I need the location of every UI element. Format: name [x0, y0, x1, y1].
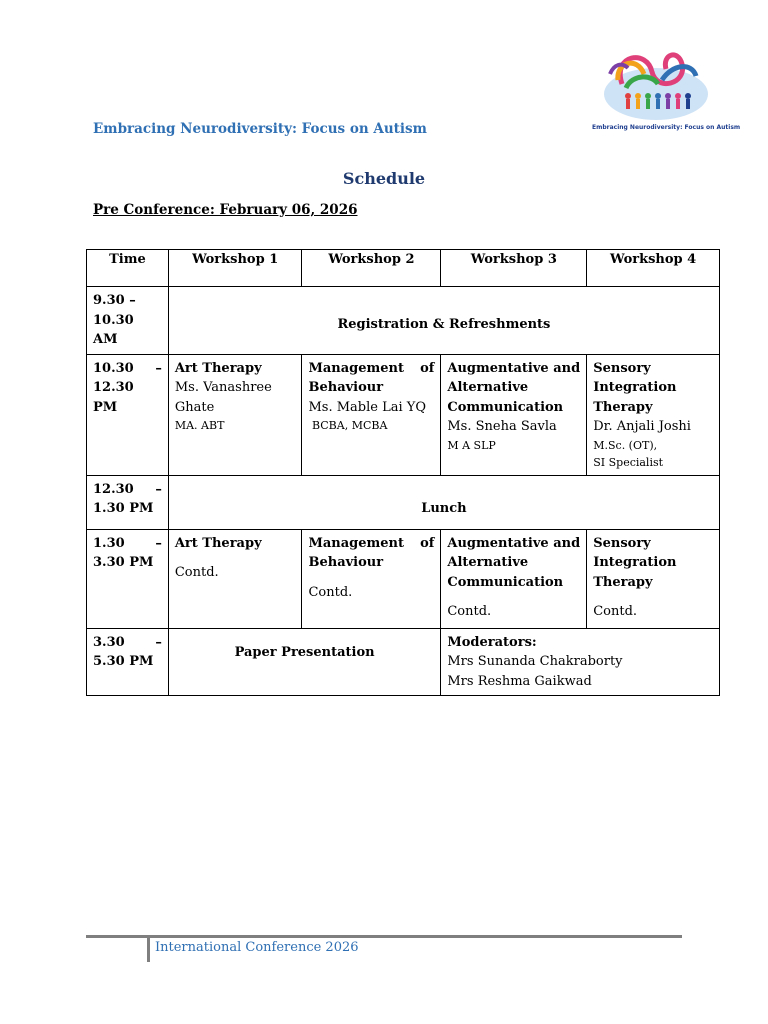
registration-cell: Registration & Refreshments: [168, 287, 719, 355]
table-row: [87, 475, 720, 529]
workshop-title: Therapy: [593, 399, 653, 415]
time-dash: –: [155, 360, 162, 376]
contd-text: Contd.: [308, 584, 353, 600]
workshop-title: Alternative: [447, 555, 529, 570]
workshop-title-of: of: [420, 535, 435, 551]
table-row: [87, 628, 720, 696]
moderator-name: Mrs Sunanda Chakraborty: [447, 654, 623, 669]
workshop-title: Management: [308, 535, 405, 551]
workshop-title-of: of: [420, 360, 435, 376]
workshop-title: Management: [308, 360, 405, 376]
footer-divider: [147, 938, 150, 962]
time-line: 3.30: [93, 634, 125, 650]
table-row: [87, 354, 720, 475]
workshop-title: Behaviour: [308, 555, 384, 570]
contd-text: Contd.: [447, 604, 492, 619]
workshop-title: Augmentative and: [447, 535, 581, 551]
conference-logo: [592, 44, 741, 136]
header-workshop-3: Workshop 3: [441, 250, 587, 287]
workshop-title: Sensory: [593, 360, 651, 376]
time-line: 1.30: [93, 535, 125, 551]
speaker-name: Dr. Anjali Joshi: [593, 419, 691, 434]
workshop-2-cell: [302, 529, 441, 628]
lunch-cell: Lunch: [168, 475, 719, 529]
workshop-4-cell: [587, 529, 720, 628]
logo-graphic: [592, 44, 720, 126]
time-line: 1.30 PM: [93, 501, 154, 516]
workshop-1-cell: [168, 354, 302, 475]
speaker-qualification: BCBA, MCBA: [308, 419, 388, 432]
header-workshop-1: Workshop 1: [168, 250, 302, 287]
workshop-2-cell: [302, 354, 441, 475]
workshop-title: Communication: [447, 399, 564, 415]
time-dash: –: [155, 634, 162, 650]
footer-rule: [86, 935, 682, 938]
workshop-3-cell: [441, 529, 587, 628]
header-title: Embracing Neurodiversity: Focus on Autism: [93, 121, 427, 137]
time-line: 10.30 AM: [93, 312, 134, 347]
moderators-cell: [441, 628, 720, 696]
workshop-title: Sensory: [593, 535, 651, 551]
header-time: Time: [87, 250, 169, 287]
table-header-row: [87, 250, 720, 287]
speaker-name: Ms. Vanashree Ghate: [174, 380, 272, 415]
workshop-title: Integration: [593, 380, 677, 395]
table-row: [87, 529, 720, 628]
time-line: 10.30: [93, 360, 134, 376]
workshop-4-cell: [587, 354, 720, 475]
workshop-title: Behaviour: [308, 380, 384, 395]
time-cell: [87, 475, 169, 529]
schedule-table: [86, 249, 720, 696]
speaker-name: Ms. Sneha Savla: [447, 419, 557, 434]
speaker-qualification: SI Specialist: [593, 455, 664, 469]
table-row: [87, 287, 720, 355]
speaker-name: Ms. Mable Lai YQ: [308, 399, 427, 415]
time-dash: –: [155, 481, 162, 497]
time-cell: [87, 354, 169, 475]
speaker-qualification: M.Sc. (OT),: [593, 438, 658, 452]
workshop-title: Communication: [447, 574, 564, 590]
time-line: 3.30 PM: [93, 555, 154, 570]
speaker-qualification: M A SLP: [447, 438, 496, 452]
time-line: 12.30 PM: [93, 380, 134, 415]
time-line: 12.30: [93, 481, 134, 497]
time-line: 9.30 –: [93, 293, 136, 308]
moderators-label: Moderators:: [447, 634, 537, 650]
workshop-title: Therapy: [593, 574, 653, 590]
contd-text: Contd.: [174, 565, 219, 580]
workshop-3-cell: [441, 354, 587, 475]
speaker-qualification: MA. ABT: [174, 419, 225, 432]
schedule-title: Schedule: [342, 169, 426, 188]
pre-conference-heading: Pre Conference: February 06, 2026: [93, 202, 358, 218]
workshop-1-cell: [168, 529, 302, 628]
workshop-title: Art Therapy: [174, 360, 262, 376]
time-line: 5.30 PM: [93, 654, 154, 669]
paper-presentation-cell: Paper Presentation: [168, 628, 441, 696]
workshop-title: Augmentative and: [447, 360, 581, 376]
footer-text: International Conference 2026: [155, 940, 359, 955]
workshop-title: Integration: [593, 555, 677, 570]
workshop-title: Alternative: [447, 380, 529, 395]
workshop-title: Art Therapy: [174, 535, 262, 551]
time-cell: [87, 628, 169, 696]
moderator-name: Mrs Reshma Gaikwad: [447, 673, 592, 689]
time-dash: –: [155, 535, 162, 551]
logo-caption: Embracing Neurodiversity: Focus on Autism: [592, 124, 741, 131]
contd-text: Contd.: [593, 604, 638, 619]
header-workshop-4: Workshop 4: [587, 250, 720, 287]
time-cell: [87, 287, 169, 355]
time-cell: [87, 529, 169, 628]
header-workshop-2: Workshop 2: [302, 250, 441, 287]
